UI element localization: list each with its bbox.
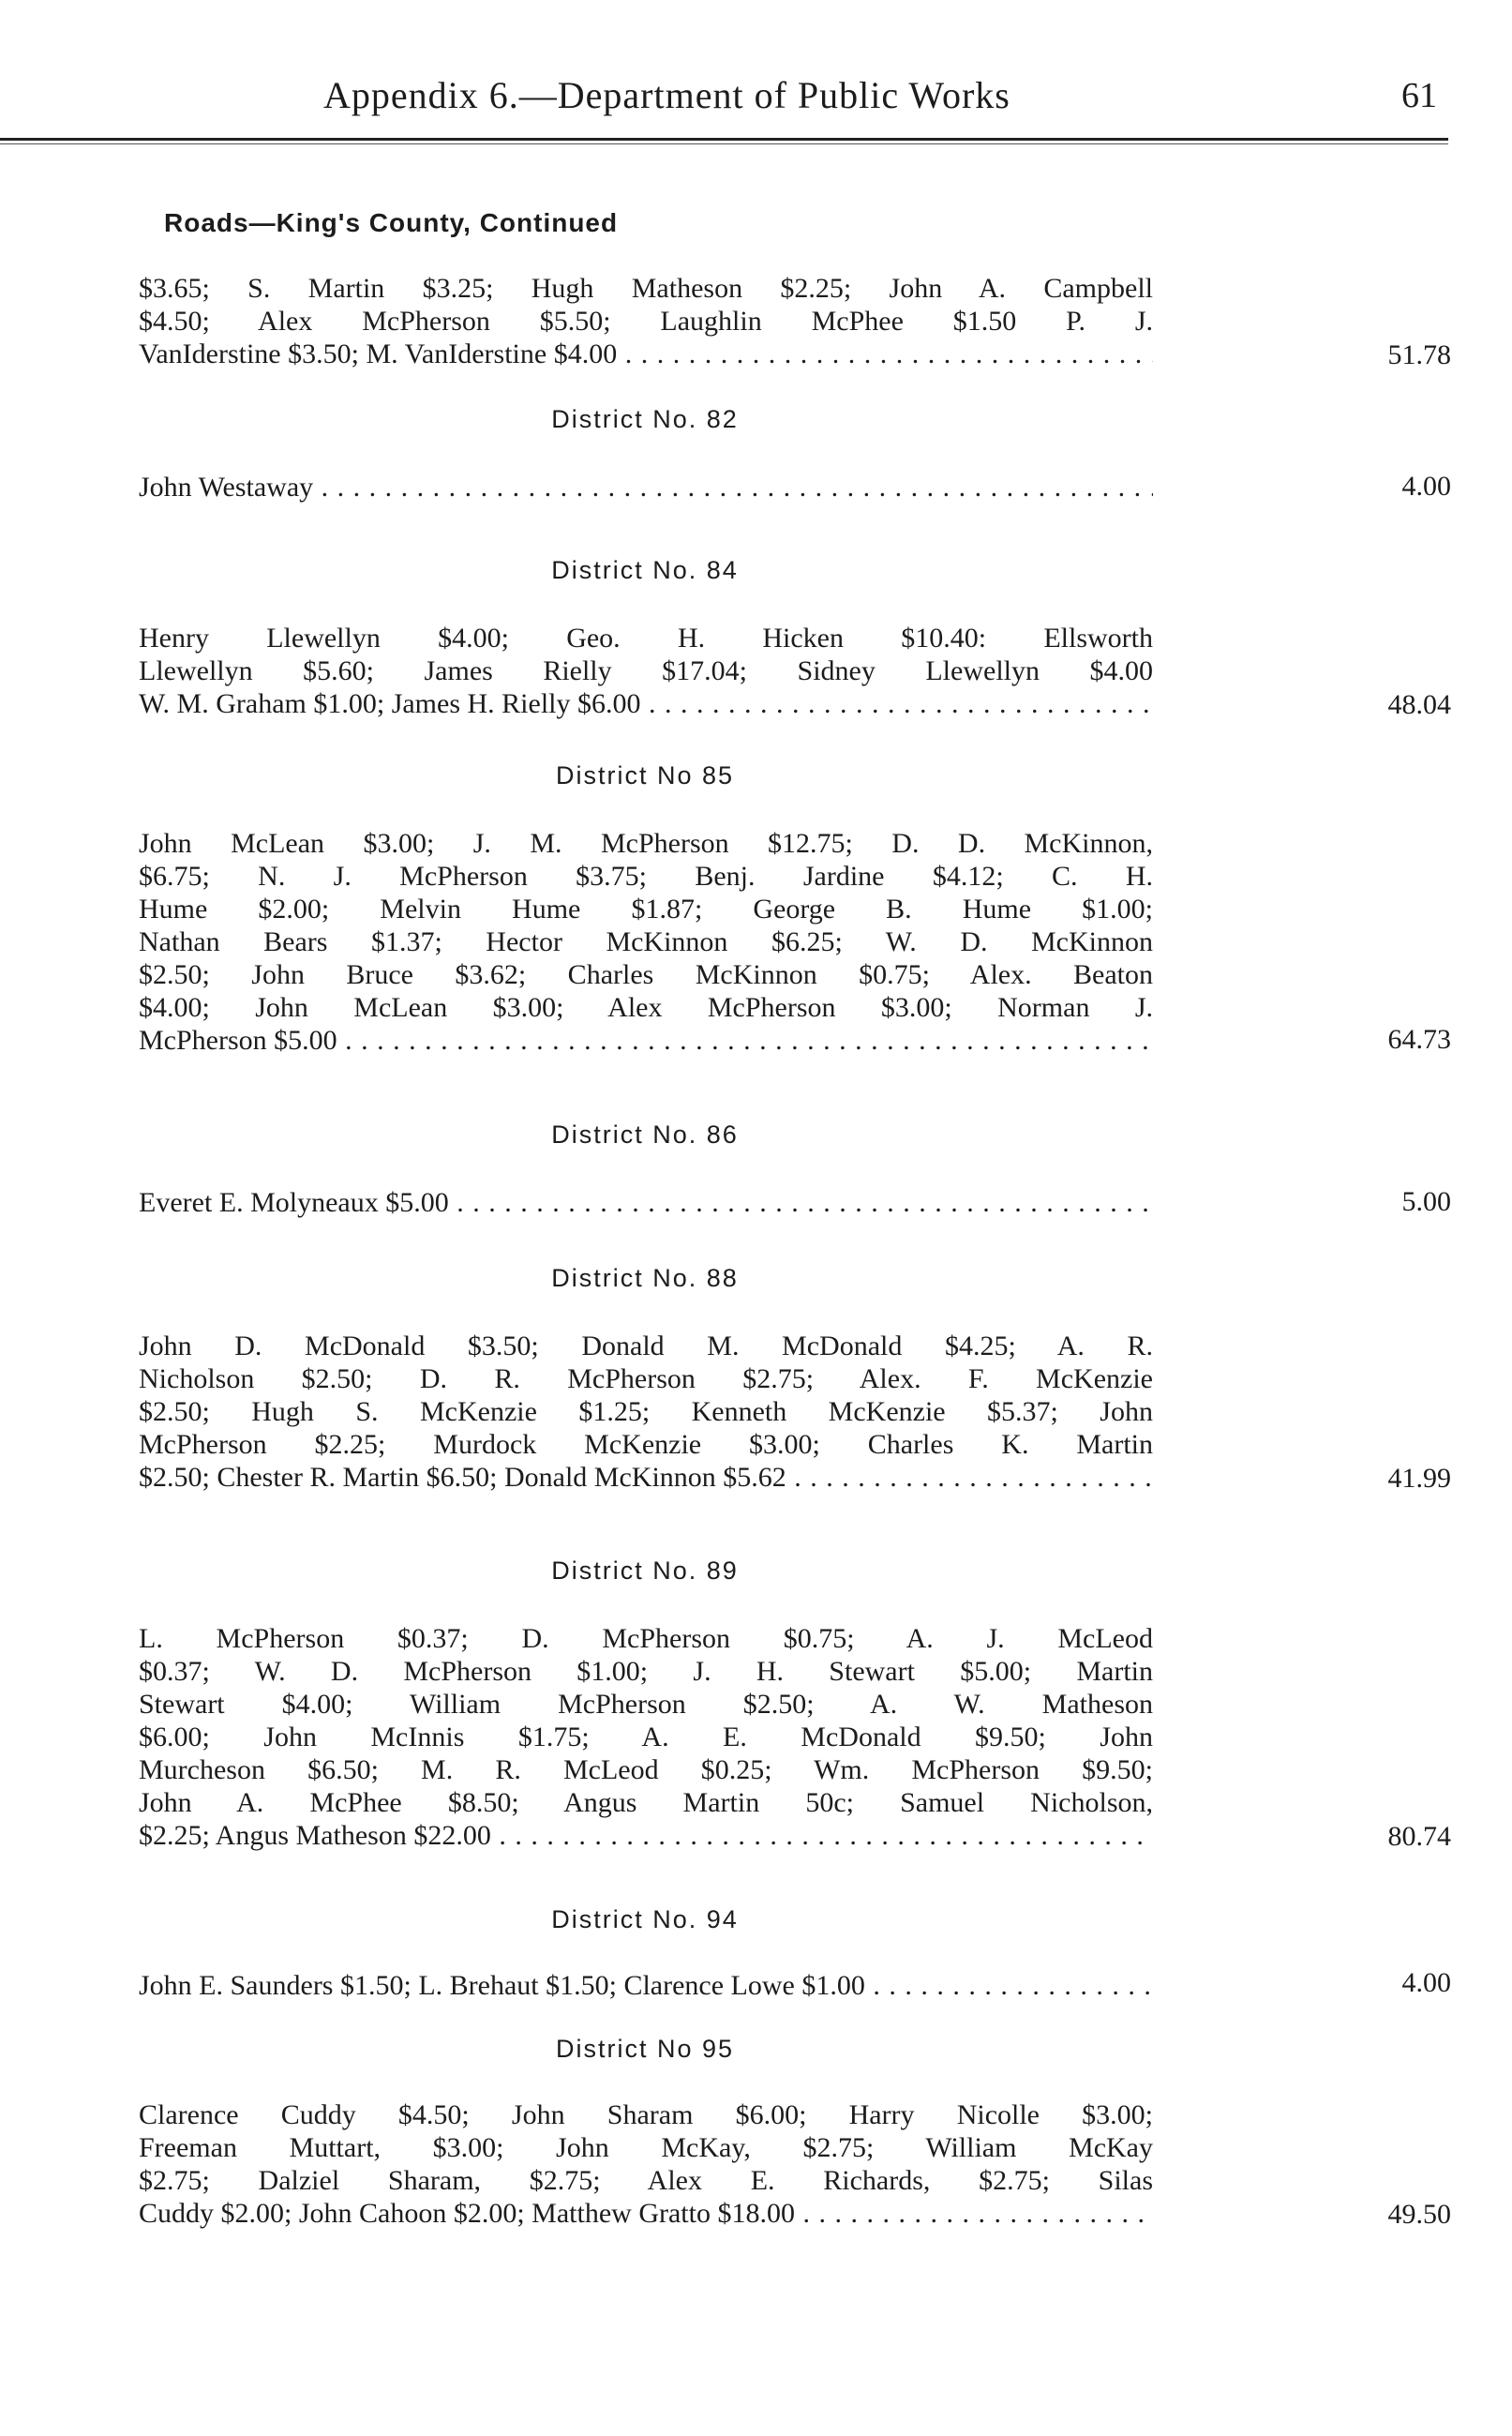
entry-line: $2.50; John Bruce $3.62; Charles McKinnon $0.75; Alex. Beaton bbox=[139, 959, 1153, 990]
entry-amount: 4.00 bbox=[1401, 471, 1451, 502]
entry-line: $6.00; John McInnis $1.75; A. E. McDonald $9.50; John bbox=[139, 1722, 1153, 1752]
header-rule bbox=[0, 138, 1448, 141]
entry-line: John D. McDonald $3.50; Donald M. McDonald $4.25; A. R. bbox=[139, 1331, 1153, 1361]
entry-line: Hume $2.00; Melvin Hume $1.87; George B. Hume $1.00; bbox=[139, 894, 1153, 925]
entry-body bbox=[139, 1186, 1153, 1219]
entry-line: McPherson $2.25; Murdock McKenzie $3.00; Charles K. Martin bbox=[139, 1429, 1153, 1460]
entry-line: Murcheson $6.50; M. R. McLeod $0.25; Wm. McPherson $9.50; bbox=[139, 1754, 1153, 1785]
entry-line: McPherson $5.00 . . . bbox=[139, 1024, 1153, 1057]
entry-line: W. M. Graham $1.00; James H. Rielly $6.00 . . . bbox=[139, 687, 1153, 720]
entry-line: L. McPherson $0.37; D. McPherson $0.75; A. J. McLeod bbox=[139, 1623, 1153, 1654]
entry-line: $4.50; Alex McPherson $5.50; Laughlin McPhee $1.50 P. J. bbox=[139, 306, 1153, 337]
district-heading: District No 85 bbox=[555, 761, 735, 789]
entry-line: John A. McPhee $8.50; Angus Martin 50c; Samuel Nicholson, bbox=[139, 1787, 1153, 1818]
entry-line: Clarence Cuddy $4.50; John Sharam $6.00; Harry Nicolle $3.00; bbox=[139, 2099, 1153, 2130]
entry-line: Henry Llewellyn $4.00; Geo. H. Hicken $10.40: Ellsworth bbox=[139, 623, 1153, 654]
entry-body bbox=[139, 471, 1153, 504]
district-heading: District No. 84 bbox=[551, 556, 739, 584]
entry-line: Freeman Muttart, $3.00; John McKay, $2.75; William McKay bbox=[139, 2132, 1153, 2163]
entry-line: Everet E. Molyneaux $5.00 . . . bbox=[139, 1186, 1153, 1219]
section-title: Roads—King's County, Continued bbox=[164, 208, 619, 237]
district-heading: District No 95 bbox=[555, 2035, 735, 2063]
entry-body bbox=[139, 2098, 1153, 2230]
entry-line: $2.50; Chester R. Martin $6.50; Donald McKinnon $5.62 . . . bbox=[139, 1461, 1153, 1494]
entry-body bbox=[139, 1330, 1153, 1494]
entry-line: $2.75; Dalziel Sharam, $2.75; Alex E. Richards, $2.75; Silas bbox=[139, 2165, 1153, 2196]
entry-line: $4.00; John McLean $3.00; Alex McPherson $3.00; Norman J. bbox=[139, 992, 1153, 1023]
entry-line: VanIderstine $3.50; M. VanIderstine $4.00 . . . bbox=[139, 338, 1153, 370]
district-heading: District No. 94 bbox=[551, 1905, 739, 1933]
entry-amount: 51.78 bbox=[1387, 339, 1451, 370]
district-heading: District No. 86 bbox=[551, 1120, 739, 1149]
entry-line: John E. Saunders $1.50; L. Brehaut $1.50; Clarence Lowe $1.00 . . . bbox=[139, 1969, 1153, 2002]
entry-line: Stewart $4.00; William McPherson $2.50; A. W. Matheson bbox=[139, 1689, 1153, 1720]
entry-line: $2.25; Angus Matheson $22.00 . . . bbox=[139, 1819, 1153, 1852]
running-title: Appendix 6.—Department of Public Works bbox=[323, 74, 1010, 116]
entry-line: Llewellyn $5.60; James Rielly $17.04; Sidney Llewellyn $4.00 bbox=[139, 655, 1153, 686]
entry-line: $2.50; Hugh S. McKenzie $1.25; Kenneth McKenzie $5.37; John bbox=[139, 1396, 1153, 1427]
entry-line: John McLean $3.00; J. M. McPherson $12.75; D. D. McKinnon, bbox=[139, 828, 1153, 859]
entry-body bbox=[139, 1622, 1153, 1852]
entry-body bbox=[139, 827, 1153, 1057]
entry-line: $6.75; N. J. McPherson $3.75; Benj. Jardine $4.12; C. H. bbox=[139, 861, 1153, 892]
entry-line: John Westaway . . . bbox=[139, 471, 1153, 504]
entry-amount: 4.00 bbox=[1401, 1967, 1451, 1998]
entry-line: Cuddy $2.00; John Cahoon $2.00; Matthew Gratto $18.00 . . . bbox=[139, 2197, 1153, 2230]
entry-line: Nicholson $2.50; D. R. McPherson $2.75; Alex. F. McKenzie bbox=[139, 1363, 1153, 1394]
entry-body bbox=[139, 1969, 1153, 2002]
entry-amount: 41.99 bbox=[1387, 1463, 1451, 1494]
page-header bbox=[0, 73, 1512, 129]
entry-line: $0.37; W. D. McPherson $1.00; J. H. Stewart $5.00; Martin bbox=[139, 1656, 1153, 1687]
entry-line: Nathan Bears $1.37; Hector McKinnon $6.25; W. D. McKinnon bbox=[139, 926, 1153, 957]
entry-body bbox=[139, 622, 1153, 720]
entry-line: $3.65; S. Martin $3.25; Hugh Matheson $2.25; John A. Campbell bbox=[139, 273, 1153, 304]
entry-amount: 5.00 bbox=[1401, 1186, 1451, 1217]
entry-amount: 48.04 bbox=[1387, 689, 1451, 720]
district-heading: District No. 89 bbox=[551, 1556, 739, 1585]
district-heading: District No. 88 bbox=[551, 1264, 739, 1292]
header-rule-thin bbox=[0, 143, 1448, 144]
entry-amount: 64.73 bbox=[1387, 1024, 1451, 1055]
page-number: 61 bbox=[1401, 76, 1437, 115]
district-heading: District No. 82 bbox=[551, 405, 739, 433]
entry-body bbox=[139, 272, 1153, 370]
entry-amount: 80.74 bbox=[1387, 1821, 1451, 1852]
entry-amount: 49.50 bbox=[1387, 2199, 1451, 2230]
